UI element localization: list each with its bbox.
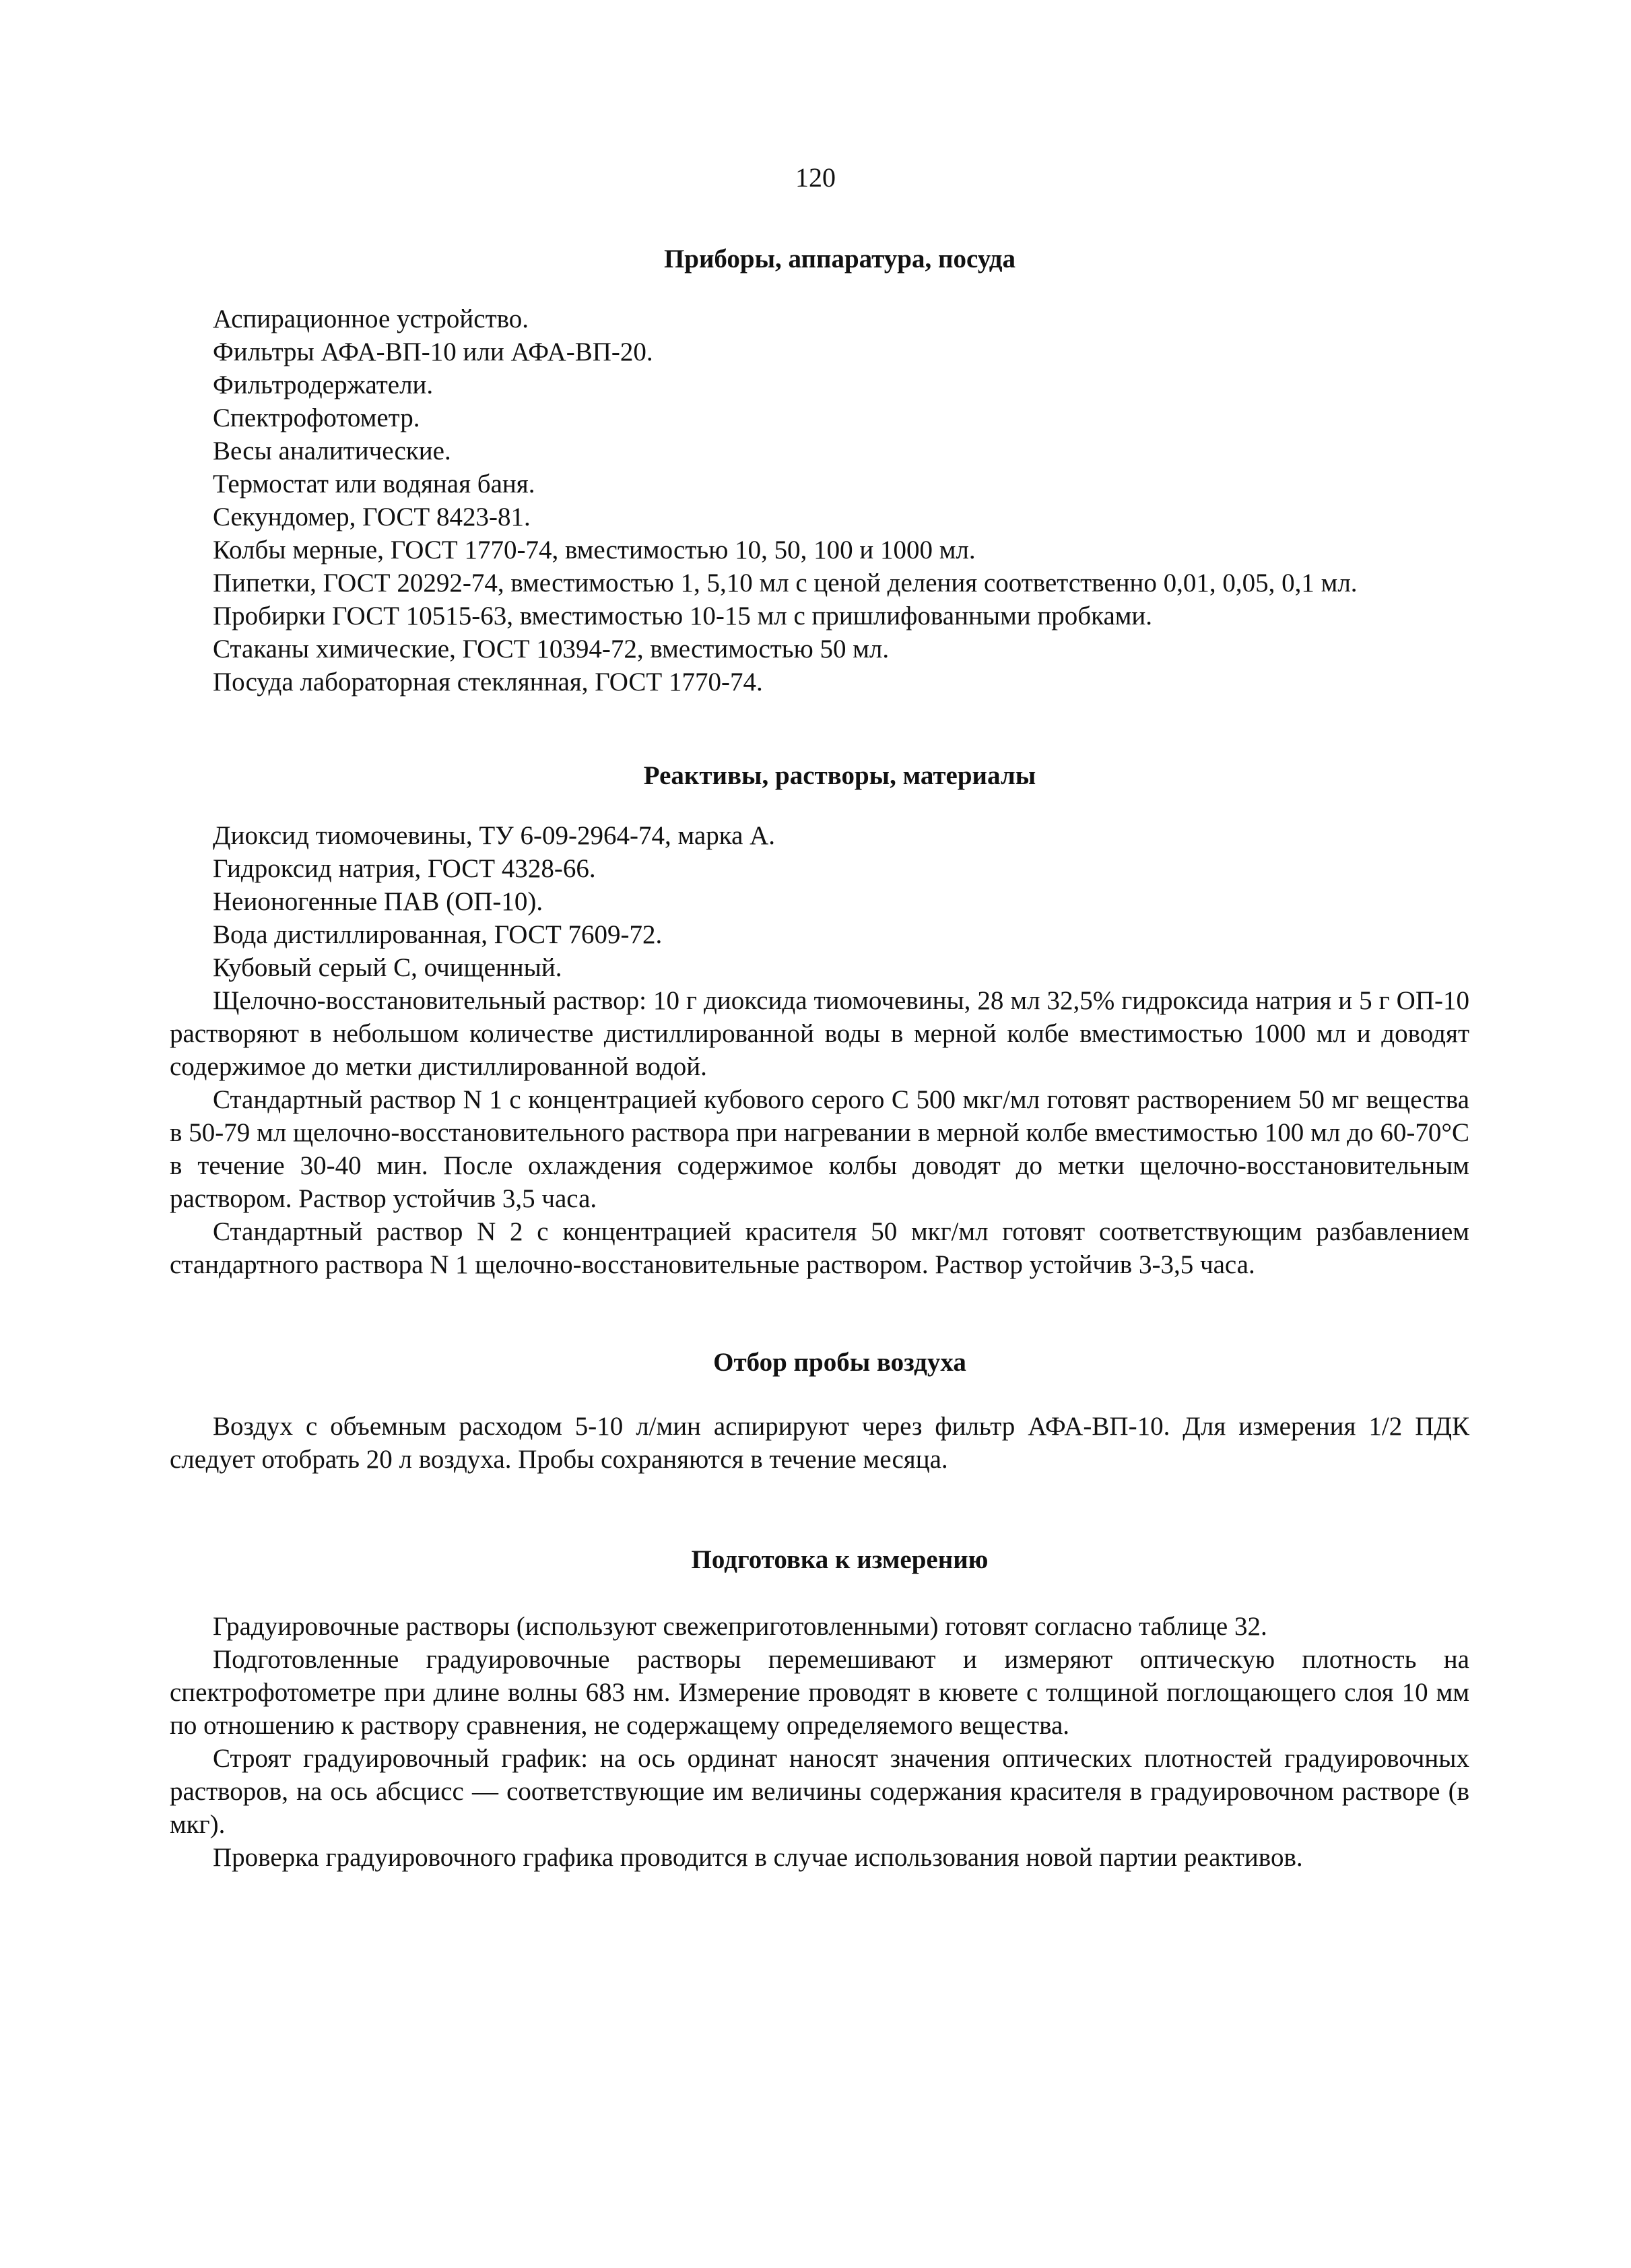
- paragraph: Щелочно-восстановительный раствор: 10 г диоксида тиомочевины, 28 мл 32,5% гидроксида натрия и 5 г ОП-10 растворяют в небольшом количестве дистиллированной воды в мерной колбе вместимостью 1000 мл и доводят содержимое до метки дистиллированной водой.: [170, 986, 1469, 1081]
- list-item: Термостат или водяная баня.: [213, 469, 535, 498]
- list-item: Гидроксид натрия, ГОСТ 4328-66.: [213, 854, 596, 883]
- list-item: Колбы мерные, ГОСТ 1770-74, вместимостью 10, 50, 100 и 1000 мл.: [213, 536, 976, 564]
- section-heading: Подготовка к измерению: [691, 1545, 989, 1574]
- list-item: Фильтродержатели.: [213, 370, 434, 399]
- paragraph: Пробирки ГОСТ 10515-63, вместимостью 10-15 мл с пришлифованными пробками.: [213, 602, 1153, 630]
- list-item: Секундомер, ГОСТ 8423-81.: [213, 503, 531, 531]
- section-heading: Реактивы, растворы, материалы: [643, 761, 1036, 790]
- section-equipment: [170, 242, 1469, 699]
- list-item: Весы аналитические.: [213, 436, 451, 465]
- section-measurement-prep: [170, 1543, 1469, 1874]
- section-reagents: [170, 759, 1469, 1281]
- paragraph: Стандартный раствор N 1 с концентрацией кубового серого С 500 мкг/мл готовят растворением 50 мг вещества в 50-79 мл щелочно-восстановительного раствора при нагревании в мерной колбе вместимостью 100 мл до 60-70°С в течение 30-40 мин. После охлаждения содержимое колбы доводят до метки щелочно-восстановительным раствором. Раствор устойчив 3,5 часа.: [170, 1085, 1469, 1213]
- paragraph: Подготовленные градуировочные растворы перемешивают и измеряют оптическую плотность на спектрофотометре при длине волны 683 нм. Измерение проводят в кювете с толщиной поглощающего слоя 10 мм по отношению к раствору сравнения, не содержащему определяемого вещества.: [170, 1645, 1469, 1740]
- paragraph: Градуировочные растворы (используют свежеприготовленными) готовят согласно таблице 32.: [213, 1612, 1267, 1641]
- page-number: 120: [795, 162, 836, 193]
- paragraph: Проверка градуировочного графика проводится в случае использования новой партии реактивов.: [213, 1843, 1303, 1872]
- paragraph: Стаканы химические, ГОСТ 10394-72, вместимостью 50 мл.: [213, 635, 890, 663]
- list-item: Вода дистиллированная, ГОСТ 7609-72.: [213, 920, 663, 949]
- list-item: Диоксид тиомочевины, ТУ 6-09-2964-74, марка А.: [213, 821, 776, 850]
- list-item: Аспирационное устройство.: [213, 304, 529, 333]
- list-item: Кубовый серый С, очищенный.: [213, 953, 562, 982]
- paragraph: Посуда лабораторная стеклянная, ГОСТ 1770-74.: [213, 668, 763, 696]
- section-heading: Приборы, аппаратура, посуда: [663, 245, 1016, 273]
- section-air-sampling: [170, 1346, 1469, 1476]
- paragraph: Пипетки, ГОСТ 20292-74, вместимостью 1, 5,10 мл с ценой деления соответственно 0,01, 0,05, 0,1 мл.: [213, 569, 1358, 597]
- section-heading: Отбор пробы воздуха: [713, 1348, 966, 1377]
- paragraph: Строят градуировочный график: на ось ординат наносят значения оптических плотностей градуировочных растворов, на ось абсцисс — соответствующие им величины содержания красителя в градуировочном растворе (в мкг).: [170, 1744, 1469, 1839]
- list-item: Фильтры АФА-ВП-10 или АФА-ВП-20.: [213, 337, 653, 366]
- page-content: [170, 242, 1469, 1874]
- paragraph: Стандартный раствор N 2 с концентрацией красителя 50 мкг/мл готовят соответствующим разбавлением стандартного раствора N 1 щелочно-восстановительные раствором. Раствор устойчив 3-3,5 часа.: [170, 1217, 1469, 1279]
- list-item: Неионогенные ПАВ (ОП-10).: [213, 887, 543, 916]
- list-item: Спектрофотометр.: [213, 403, 420, 432]
- paragraph: Воздух с объемным расходом 5-10 л/мин аспирируют через фильтр АФА-ВП-10. Для измерения 1/2 ПДК следует отобрать 20 л воздуха. Пробы сохраняются в течение месяца.: [170, 1412, 1469, 1474]
